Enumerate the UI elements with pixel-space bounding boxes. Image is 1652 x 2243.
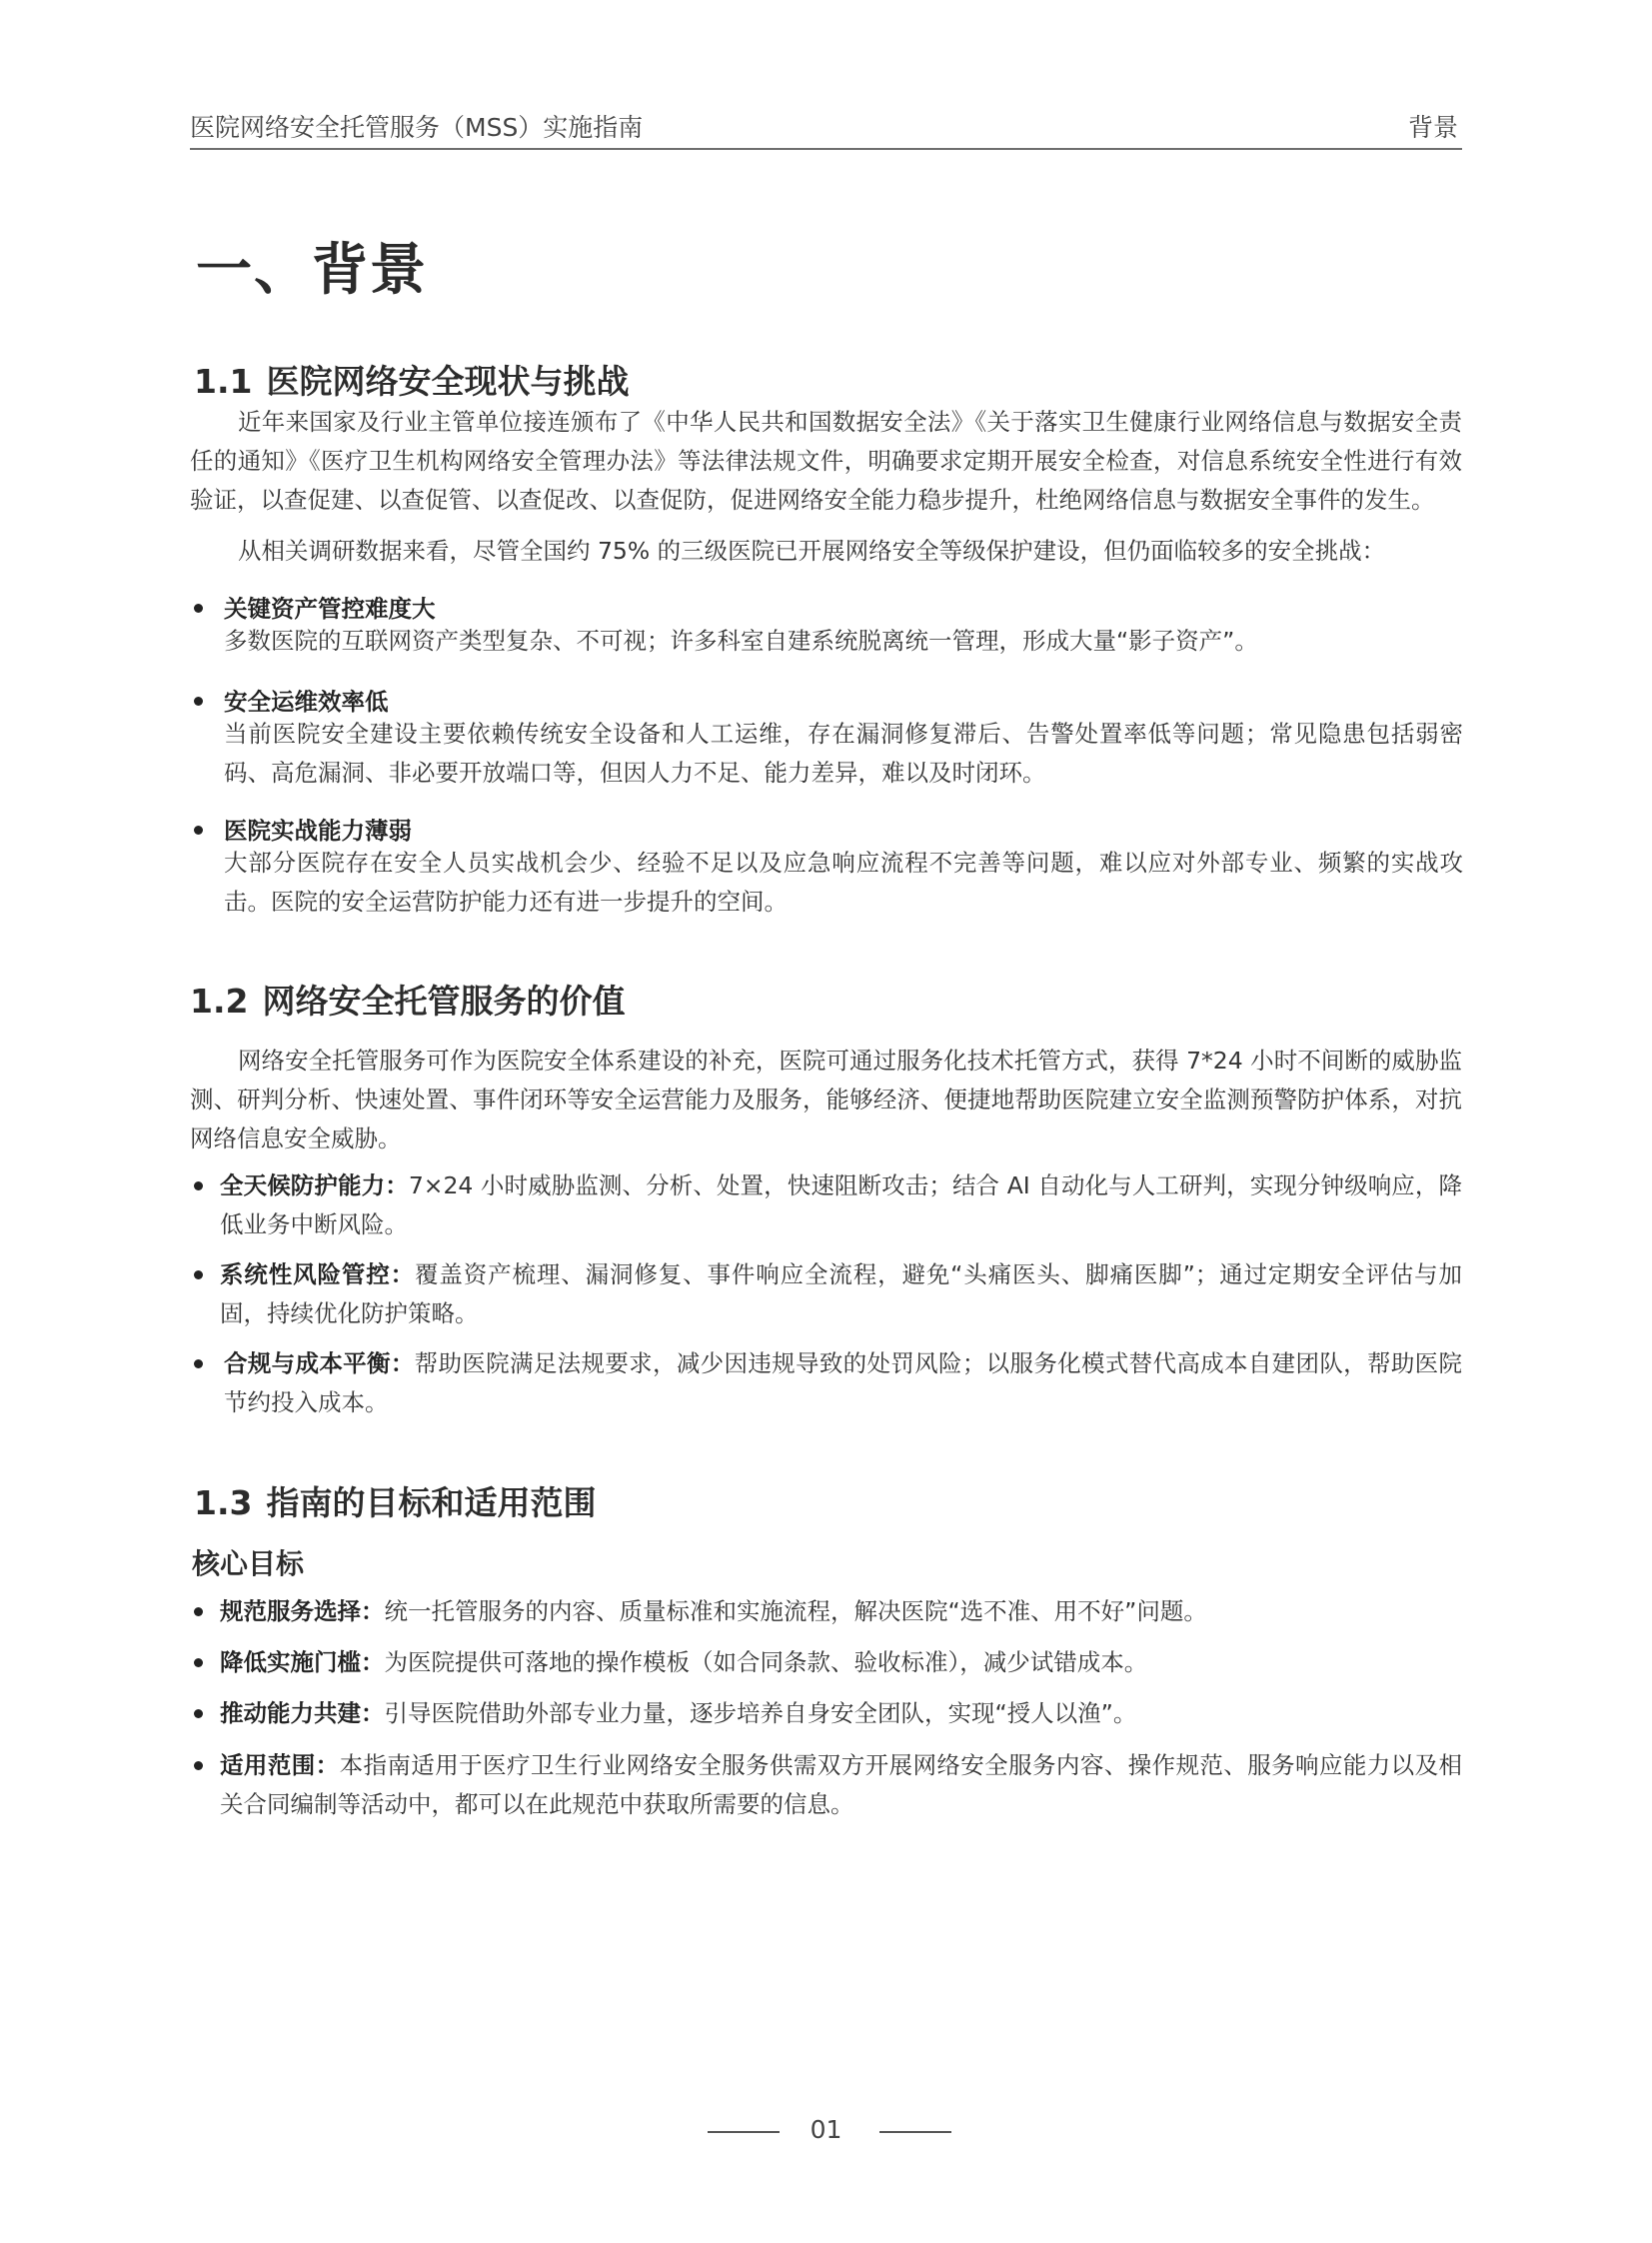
list-item-title: 全天候防护能力： (220, 1171, 409, 1199)
subsection-title: 核心目标 (192, 1547, 305, 1580)
list-item-body: 大部分医院存在安全人员实战机会少、经验不足以及应急响应流程不完善等问题，难以应对外部专业、频繁的实战攻击。医院的安全运营防护能力还有进一步提升的空间。 (224, 849, 1463, 916)
list-item-title: 关键资产管控难度大 (224, 595, 436, 623)
list-item-body: 帮助医院满足法规要求，减少因违规导致的处罚风险；以服务化模式替代高成本自建团队，帮助医院节约投入成本。 (224, 1349, 1463, 1416)
section-heading-1-1 (194, 356, 629, 403)
list-item-text (220, 1592, 1462, 1631)
page-header (190, 104, 1462, 150)
bullet-icon (194, 1270, 203, 1279)
list-item-body: 为医院提供可落地的操作模板（如合同条款、验收标准），减少试错成本。 (384, 1648, 1148, 1676)
list-item-body: 覆盖资产梳理、漏洞修复、事件响应全流程，避免“头痛医头、脚痛医脚”；通过定期安全评估与加固，持续优化防护策略。 (220, 1260, 1462, 1327)
list-item-body: 7×24 小时威胁监测、分析、处置，快速阻断攻击；结合 AI 自动化与人工研判，实现分钟级响应，降低业务中断风险。 (220, 1171, 1462, 1238)
list-item-text (220, 1643, 1462, 1682)
list-item-title: 适用范围： (220, 1751, 340, 1779)
list-item-text (220, 1255, 1462, 1333)
list-item-title: 安全运维效率低 (224, 688, 389, 716)
section-title: 网络安全托管服务的价值 (262, 982, 626, 1021)
list-item-body: 统一托管服务的内容、质量标准和实施流程，解决医院“选不准、用不好”问题。 (384, 1597, 1207, 1625)
section-heading-1-2 (190, 976, 625, 1023)
list-item-body: 多数医院的互联网资产类型复杂、不可视；许多科室自建系统脱离统一管理，形成大量“影子资产”。 (224, 627, 1258, 655)
section-title: 指南的目标和适用范围 (266, 1483, 597, 1522)
section-label: 背景 (1407, 113, 1458, 142)
bullet-icon (194, 697, 203, 706)
page-number: 01 (810, 2115, 842, 2144)
bullet-icon (194, 1607, 203, 1616)
footer-rule-right (879, 2131, 951, 2133)
section-title: 医院网络安全现状与挑战 (266, 362, 630, 401)
section-number: 1.1 (194, 362, 253, 401)
bullet-icon (194, 1709, 203, 1718)
bullet-icon (194, 1761, 203, 1770)
paragraph: 从相关调研数据来看，尽管全国约 75% 的三级医院已开展网络安全等级保护建设，但仍面临较多的安全挑战： (238, 537, 1386, 565)
list-item-text (224, 1344, 1462, 1422)
bullet-icon (194, 1359, 203, 1368)
bullet-icon (194, 604, 203, 613)
chapter-title: 一、背景 (196, 238, 428, 303)
list-item-title: 医院实战能力薄弱 (224, 817, 412, 845)
list-item-title: 推动能力共建： (220, 1699, 385, 1727)
list-item-title: 合规与成本平衡： (224, 1349, 415, 1377)
list-item-title: 降低实施门槛： (220, 1648, 385, 1676)
section-number: 1.3 (194, 1483, 253, 1522)
list-item-text (220, 1746, 1462, 1824)
bullet-icon (194, 1658, 203, 1667)
document-title: 医院网络安全托管服务（MSS）实施指南 (190, 113, 644, 142)
section-number: 1.2 (190, 982, 249, 1021)
paragraph: 网络安全托管服务可作为医院安全体系建设的补充，医院可通过服务化技术托管方式，获得 7*24 小时不间断的威胁监测、研判分析、快速处置、事件闭环等安全运营能力及服务，能够经济、便捷地帮助医院建立安全监测预警防护体系，对抗网络信息安全威胁。 (190, 1047, 1462, 1152)
list-item-title: 规范服务选择： (220, 1597, 385, 1625)
paragraph: 近年来国家及行业主管单位接连颁布了《中华人民共和国数据安全法》《关于落实卫生健康行业网络信息与数据安全责任的通知》《医疗卫生机构网络安全管理办法》等法律法规文件，明确要求定期开展安全检查，对信息系统安全性进行有效验证，以查促建、以查促管、以查促改、以查促防，促进网络安全能力稳步提升，杜绝网络信息与数据安全事件的发生。 (190, 408, 1462, 514)
list-item-body: 当前医院安全建设主要依赖传统安全设备和人工运维，存在漏洞修复滞后、告警处置率低等问题；常见隐患包括弱密码、高危漏洞、非必要开放端口等，但因人力不足、能力差异，难以及时闭环。 (224, 720, 1463, 787)
list-item-body: 引导医院借助外部专业力量，逐步培养自身安全团队，实现“授人以渔”。 (384, 1699, 1137, 1727)
list-item-title: 系统性风险管控： (220, 1260, 415, 1288)
list-item-text (220, 1694, 1462, 1733)
bullet-icon (194, 826, 203, 835)
section-heading-1-3 (194, 1477, 596, 1524)
bullet-icon (194, 1181, 203, 1190)
page-footer (0, 2109, 1652, 2149)
list-item-text (220, 1166, 1462, 1244)
list-item-body: 本指南适用于医疗卫生行业网络安全服务供需双方开展网络安全服务内容、操作规范、服务响应能力以及相关合同编制等活动中，都可以在此规范中获取所需要的信息。 (220, 1751, 1463, 1818)
